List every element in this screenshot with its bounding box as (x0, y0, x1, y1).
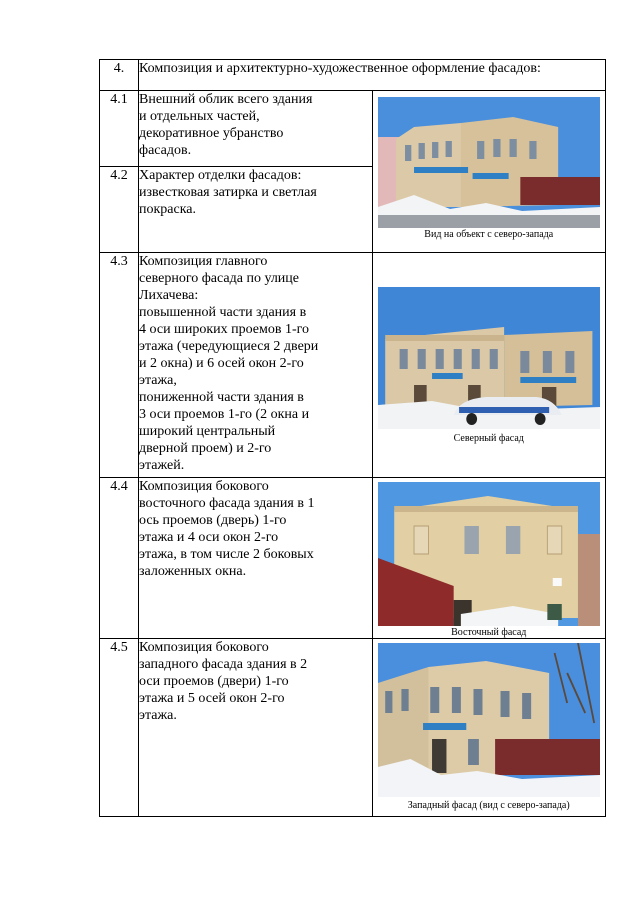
text-line: ось проемов (дверь) 1-го (139, 513, 287, 528)
text-line: этажа, (139, 373, 177, 388)
text-line: известковая затирка и светлая (139, 185, 317, 200)
row-text-4-1 (139, 91, 373, 167)
facade-table (99, 59, 606, 817)
photo-cell-east (372, 478, 606, 639)
text-line: этажа и 4 оси окон 2-го (139, 530, 279, 545)
text-line: широкий центральный (139, 424, 276, 439)
photo-cell-west (372, 639, 606, 817)
text-line: этажа и 5 осей окон 2-го (139, 691, 285, 706)
text-line: дверной проем) и 2-го (139, 441, 272, 456)
photo-west (378, 643, 601, 797)
row-num-4-2: 4.2 (100, 167, 139, 253)
row-num-4-1: 4.1 (100, 91, 139, 167)
photo-north (378, 287, 601, 429)
row-num-4-5: 4.5 (100, 639, 139, 817)
photo-northwest (378, 97, 601, 228)
row-text-4-5 (139, 639, 373, 817)
text-line: этажа. (139, 708, 177, 723)
caption-east: Восточный фасад (451, 627, 527, 638)
row-text-4-4 (139, 478, 373, 639)
text-line: декоративное убранство (139, 126, 284, 141)
text-line: повышенной части здания в (139, 305, 307, 320)
text-line: покраска. (139, 202, 197, 217)
text-line: Композиция бокового (139, 640, 269, 655)
text-line: и отдельных частей, (139, 109, 260, 124)
row-text-4-3 (139, 253, 373, 478)
text-line: заложенных окна. (139, 564, 247, 579)
text-line: Характер отделки фасадов: (139, 168, 302, 183)
text-line: Композиция бокового (139, 479, 269, 494)
caption-west: Западный фасад (вид с северо-запада) (407, 800, 570, 811)
text-line: восточного фасада здания в 1 (139, 496, 315, 511)
text-line: Внешний облик всего здания (139, 92, 313, 107)
text-line: фасадов. (139, 143, 192, 158)
text-line: пониженной части здания в (139, 390, 304, 405)
text-line: Лихачева: (139, 288, 199, 303)
text-line: этажа (чередующиеся 2 двери (139, 339, 319, 354)
text-line: 3 оси проемов 1-го (2 окна и (139, 407, 310, 422)
text-line: оси проемов (двери) 1-го (139, 674, 289, 689)
photo-cell-north (372, 253, 606, 478)
text-line: западного фасада здания в 2 (139, 657, 308, 672)
text-line: 4 оси широких проемов 1-го (139, 322, 310, 337)
text-line: и 2 окна) и 6 осей окон 2-го (139, 356, 304, 371)
text-line: этажей. (139, 458, 185, 473)
photo-east (378, 482, 601, 626)
header-text: Композиция и архитектурно-художественное оформление фасадов: (139, 60, 606, 91)
caption-north: Северный фасад (453, 433, 524, 444)
row-num-4-4: 4.4 (100, 478, 139, 639)
photo-cell-northwest (372, 91, 606, 253)
text-line: этажа, в том числе 2 боковых (139, 547, 314, 562)
text-line: Композиция главного (139, 254, 268, 269)
row-text-4-2 (139, 167, 373, 253)
header-num: 4. (100, 60, 139, 91)
text-line: северного фасада по улице (139, 271, 300, 286)
row-num-4-3: 4.3 (100, 253, 139, 478)
caption-northwest: Вид на объект с северо-запада (424, 229, 554, 240)
